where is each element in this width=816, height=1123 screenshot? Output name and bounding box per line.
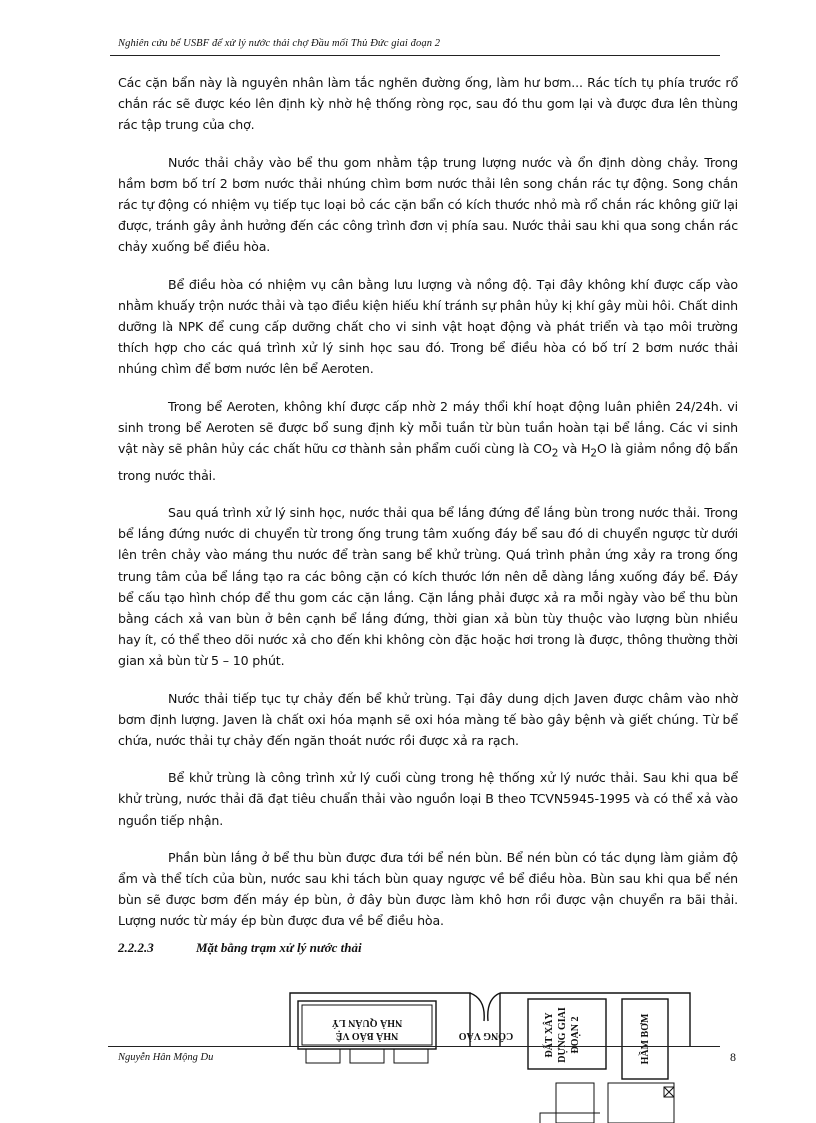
paragraph-7: Bể khử trùng là công trình xử lý cuối cùng trong hệ thống xử lý nước thải. Sau khi qua bể khử trùng, nước thải đã đạt tiêu chuẩn thải vào nguồn loại B theo TCVN5945-1995 và có thể xả vào nguồn tiếp nhận. — [118, 770, 738, 828]
paragraph-3: Bể điều hòa có nhiệm vụ cân bằng lưu lượng và nồng độ. Tại đây không khí được cấp vào nhằm khuấy trộn nước thải và tạo điều kiện hiếu khí tránh sự phân hủy kị khí gây mùi hôi. Chất dinh dưỡng là NPK để cung cấp dưỡng chất cho vi sinh vật hoạt động và phát triển và tạo môi trường thích hợp cho các quá trình xử lý sinh học sau đó. Trong bể điều hòa có bố trí 2 bơm nước thải nhúng chìm để bơm nước lên bể Aeroten. — [118, 276, 738, 377]
label-dat-xay-1: ĐẤT XÂY — [544, 1012, 555, 1058]
paragraph-4-text: Trong bể Aeroten, không khí được cấp nhờ 2 máy thổi khí hoạt động luân phiên 24/24h. vi sinh trong bể Aeroten sẽ được bổ sung định kỳ mỗi tuần từ bùn tuần hoàn tại bể lắng. Các vi sinh vật này sẽ phân hủy các chất hữu cơ thành sản phẩm cuối cùng là CO — [118, 398, 738, 457]
paragraph-4 — [118, 396, 738, 486]
paragraph-1: Các cặn bẩn này là nguyên nhân làm tắc nghẽn đường ống, làm hư bơm... Rác tích tụ phía trước rổ chắn rác sẽ được kéo lên định kỳ nhờ hệ thống ròng rọc, sau đó thu gom lại và được đưa lên thùng rác tập trung của chợ. — [118, 75, 738, 133]
label-nha-quan-ly: NHÀ QUẢN LÝ — [331, 1017, 403, 1028]
label-nha-bao-ve: NHÀ BẢO VỆ — [335, 1030, 399, 1041]
label-dat-xay-3: ĐOẠN 2 — [570, 1016, 581, 1054]
paragraph-2: Nước thải chảy vào bể thu gom nhằm tập trung lượng nước và ổn định dòng chảy. Trong hầm bơm bố trí 2 bơm nước thải nhúng chìm bơm nước thải lên song chắn rác tự động. Song chắn rác tự động có nhiệm vụ tiếp tục loại bỏ các cặn bẩn có kích thước nhỏ mà rổ chắn rác không giữ lại được, tránh gây ảnh hưởng đến các công trình đơn vị phía sau. Nước thải sau khi qua song chắn rác chảy xuống bể điều hòa. — [118, 154, 738, 255]
paragraph-6: Nước thải tiếp tục tự chảy đến bể khử trùng. Tại đây dung dịch Javen được châm vào nhờ bơm định lượng. Javen là chất oxi hóa mạnh sẽ oxi hóa màng tế bào gây bệnh và giết chúng. Từ bể chứa, nước thải tự chảy đến ngăn thoát nước rồi được xả ra rạch. — [118, 690, 738, 748]
header-rule — [110, 55, 720, 56]
co2-subscript: 2 — [551, 447, 559, 460]
paragraph-8: Phần bùn lắng ở bể thu bùn được đưa tới bể nén bùn. Bể nén bùn có tác dụng làm giảm độ ẩm và thể tích của bùn, nước sau khi tách bùn quay ngược về bể điều hòa. Bùn sau khi qua bể nén bùn sẽ được bơm đến máy ép bùn, ở đây bùn được làm khô hơn rồi được vận chuyển ra bãi thải. Lượng nước từ máy ép bùn được đưa về bể điều hòa. — [118, 849, 738, 929]
footer-author: Nguyễn Hân Mộng Du — [118, 1052, 217, 1063]
paragraph-5: Sau quá trình xử lý sinh học, nước thải qua bể lắng đứng để lắng bùn trong nước thải. Trong bể lắng đứng nước di chuyển từ trong ống trung tâm xuống đáy bể sau đó di chuyển ngược từ dưới lên trên chảy vào máng thu nước để tràn sang bể khử trùng. Quá trình phản ứng xảy ra trong ống trung tâm của bể lắng tạo ra các bông cặn có kích thước lớn nên dễ dàng lắng xuống đáy bể. Đáy bể cấu tạo hình chóp để thu gom các cặn lắng. Cặn lắng phải được xả ra mỗi ngày vào bể thu bùn bằng cách xả van bùn ở bên cạnh bể lắng đứng, thời gian xả bùn tùy thuộc vào lượng bùn nhiều hay ít, có thể theo dõi nước xả cho đến khi không còn đặc hoặc hơi trong là được, thông thường thời gian xả bùn từ 5 – 10 phút. — [118, 504, 738, 669]
gate-arc-right — [488, 993, 500, 1021]
body-text — [118, 72, 738, 956]
label-ham-bom: HẦM BƠM — [640, 1013, 651, 1065]
running-header: Nghiên cứu bể USBF để xử lý nước thải chợ Đầu mối Thủ Đức giai đoạn 2 — [118, 38, 441, 49]
label-dat-xay-2: DỰNG GIAI — [557, 1007, 568, 1063]
section-heading — [118, 940, 738, 956]
footer-rule — [108, 1046, 720, 1047]
paragraph-4-end: O là giảm nồng độ bẩn trong nước thải. — [118, 441, 738, 483]
paragraph-4-and: và H — [558, 441, 591, 457]
label-cong-vao: CỔNG VÀO — [458, 1030, 514, 1041]
section-title: Mặt bằng trạm xử lý nước thải — [196, 939, 362, 955]
h2o-subscript: 2 — [590, 447, 597, 460]
section-number: 2.2.2.3 — [118, 939, 154, 955]
gate-arc-left — [470, 993, 484, 1021]
page-number: 8 — [730, 1050, 736, 1064]
site-plan-drawing — [0, 965, 816, 1123]
